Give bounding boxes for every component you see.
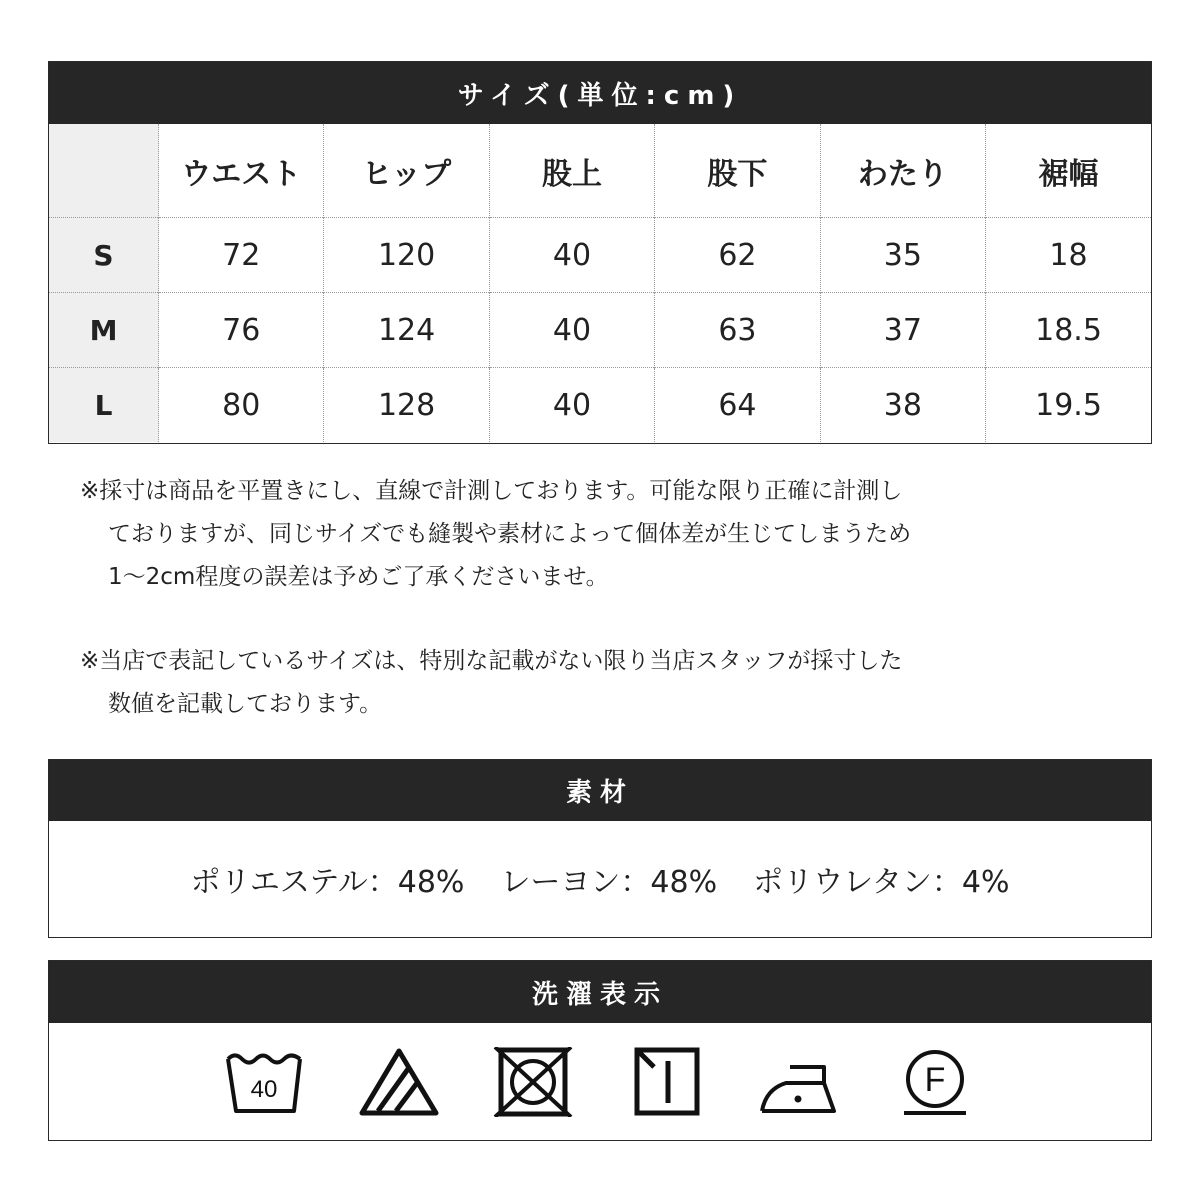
no-tumble-dry-icon	[490, 1047, 576, 1117]
iron-low-icon	[758, 1047, 844, 1117]
column-header-waist: ウエスト	[159, 124, 324, 218]
size-label: S	[49, 218, 159, 293]
dry-clean-letter: F	[924, 1060, 946, 1099]
dry-clean-f-icon	[892, 1047, 978, 1117]
material-item: ポリエステル：48%	[190, 865, 465, 900]
note-line: 数値を記載しております。	[108, 691, 383, 717]
table-cell: 35	[820, 218, 985, 293]
size-table	[49, 124, 1151, 442]
note-measurement	[80, 470, 1140, 599]
care-panel	[48, 960, 1152, 1141]
table-row	[49, 368, 1151, 443]
table-cell: 40	[489, 368, 654, 443]
size-table-corner	[49, 124, 159, 218]
table-cell: 62	[655, 218, 820, 293]
table-cell: 63	[655, 293, 820, 368]
size-title: サイズ(単位:cm)	[49, 62, 1151, 124]
note-line: ※採寸は商品を平置きにし、直線で計測しております。可能な限り正確に計測し	[80, 478, 903, 504]
table-cell: 128	[324, 368, 489, 443]
table-cell: 18.5	[986, 293, 1151, 368]
note-line: 1～2cm程度の誤差は予めご了承くださいませ。	[108, 564, 609, 590]
table-cell: 18	[986, 218, 1151, 293]
material-panel	[48, 759, 1152, 938]
note-line: ておりますが、同じサイズでも縫製や素材によって個体差が生じてしまうため	[108, 521, 912, 547]
column-header-rise: 股上	[489, 124, 654, 218]
table-cell: 37	[820, 293, 985, 368]
table-cell: 40	[489, 218, 654, 293]
note-line: ※当店で表記しているサイズは、特別な記載がない限り当店スタッフが採寸した	[80, 648, 903, 674]
table-cell: 120	[324, 218, 489, 293]
bleach-non-chlorine-icon	[356, 1047, 442, 1117]
table-row	[49, 293, 1151, 368]
table-cell: 76	[159, 293, 324, 368]
note-staff-measured	[80, 640, 1140, 726]
care-title: 洗濯表示	[49, 961, 1151, 1023]
material-composition	[49, 821, 1151, 937]
size-label: M	[49, 293, 159, 368]
table-cell: 40	[489, 293, 654, 368]
table-cell: 19.5	[986, 368, 1151, 443]
column-header-hip: ヒップ	[324, 124, 489, 218]
material-item: レーヨン：48%	[500, 865, 718, 900]
column-header-inseam: 股下	[655, 124, 820, 218]
table-cell: 72	[159, 218, 324, 293]
column-header-hem: 裾幅	[986, 124, 1151, 218]
table-cell: 124	[324, 293, 489, 368]
line-dry-shade-icon	[624, 1047, 710, 1117]
table-cell: 64	[655, 368, 820, 443]
size-panel	[48, 61, 1152, 444]
material-item: ポリウレタン：4%	[753, 865, 1010, 900]
table-cell: 38	[820, 368, 985, 443]
wash-tub-40-icon	[222, 1047, 308, 1117]
table-row	[49, 218, 1151, 293]
wash-temp-label: 40	[250, 1075, 278, 1103]
care-symbols	[49, 1023, 1151, 1140]
column-header-thigh: わたり	[820, 124, 985, 218]
table-cell: 80	[159, 368, 324, 443]
measurement-notes	[80, 470, 1140, 726]
size-label: L	[49, 368, 159, 443]
size-table-header-row	[49, 124, 1151, 218]
material-title: 素材	[49, 760, 1151, 821]
